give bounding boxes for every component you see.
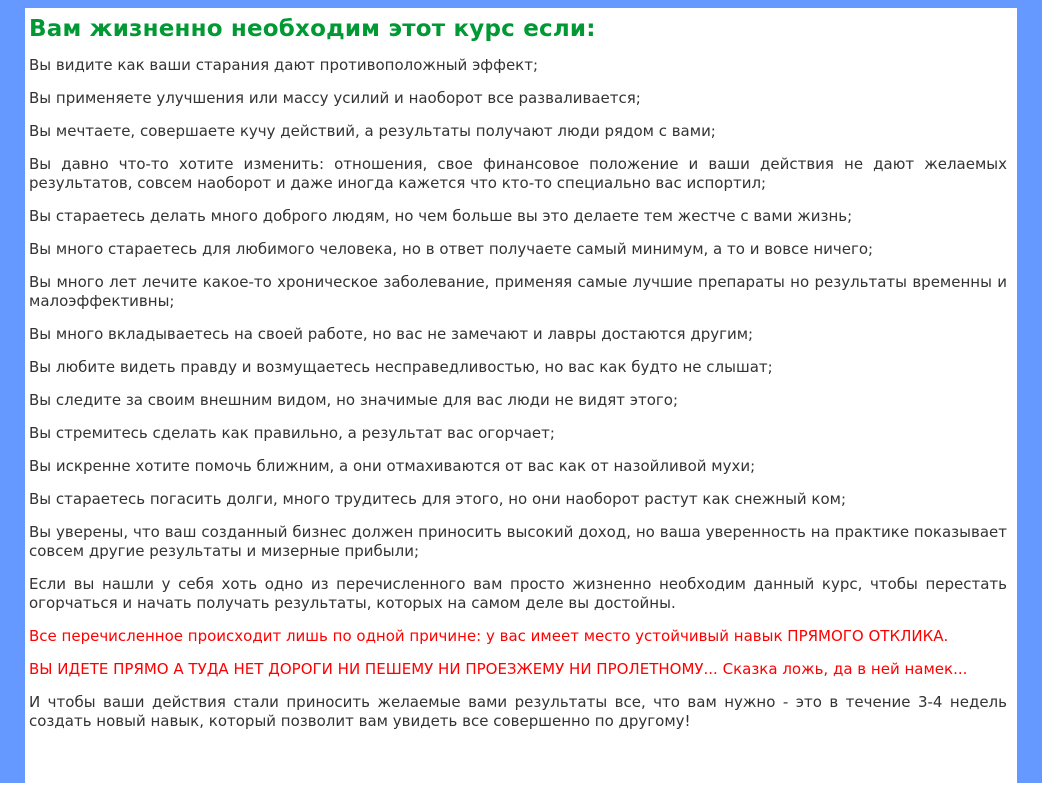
paragraph: Вы любите видеть правду и возмущаетесь несправедливостью, но вас как будто не слышат; [29,358,773,376]
paragraph: Вы много стараетесь для любимого человека, но в ответ получаете самый минимум, а то и вовсе ничего; [29,240,874,258]
paragraph: Вы применяете улучшения или массу усилий и наоборот все разваливается; [29,89,641,107]
paragraph: Вы стараетесь погасить долги, много трудитесь для этого, но они наоборот растут как снежный ком; [29,490,847,508]
paragraph-emphasis: ВЫ ИДЕТЕ ПРЯМО А ТУДА НЕТ ДОРОГИ НИ ПЕШЕМУ НИ ПРОЕЗЖЕМУ НИ ПРОЛЕТНОМУ... Сказка ложь, да в ней намек... [29,660,968,678]
paragraph: Если вы нашли у себя хоть одно из перечисленного вам просто жизненно необходим данный курс, чтобы перестать огорчаться и начать получать результаты, которых на самом деле вы достойны. [29,575,1007,612]
paragraph: Вы давно что-то хотите изменить: отношения, свое финансовое положение и ваши действия не дают желаемых результатов, совсем наоборот и даже иногда кажется что кто-то специально вас испортил; [29,155,1007,192]
paragraph: Вы много лет лечите какое-то хроническое заболевание, применяя самые лучшие препараты но результаты временны и малоэффективны; [29,273,1007,310]
content-area [25,8,1017,789]
paragraph: Вы видите как ваши старания дают противоположный эффект; [29,56,539,74]
paragraph: Вы много вкладываетесь на своей работе, но вас не замечают и лавры достаются другим; [29,325,754,343]
paragraph: Вы стараетесь делать много доброго людям, но чем больше вы это делаете тем жестче с вами жизнь; [29,207,853,225]
paragraph: Вы уверены, что ваш созданный бизнес должен приносить высокий доход, но ваша уверенность на практике показывает совсем другие результаты и мизерные прибыли; [29,523,1007,560]
paragraph: Вы стремитесь сделать как правильно, а результат вас огорчает; [29,424,555,442]
paragraph-emphasis: Все перечисленное происходит лишь по одной причине: у вас имеет место устойчивый навык ПРЯМОГО ОТКЛИКА. [29,627,949,645]
page-title: Вам жизненно необходим этот курс если: [29,16,596,42]
paragraph: Вы мечтаете, совершаете кучу действий, а результаты получают люди рядом с вами; [29,122,716,140]
paragraph: И чтобы ваши действия стали приносить желаемые вами результаты все, что вам нужно - это в течение 3-4 недель создать новый навык, который позволит вам увидеть все совершенно по другому! [29,693,1007,730]
paragraph: Вы искренне хотите помочь ближним, а они отмахиваются от вас как от назойливой мухи; [29,457,756,475]
paragraph: Вы следите за своим внешним видом, но значимые для вас люди не видят этого; [29,391,679,409]
